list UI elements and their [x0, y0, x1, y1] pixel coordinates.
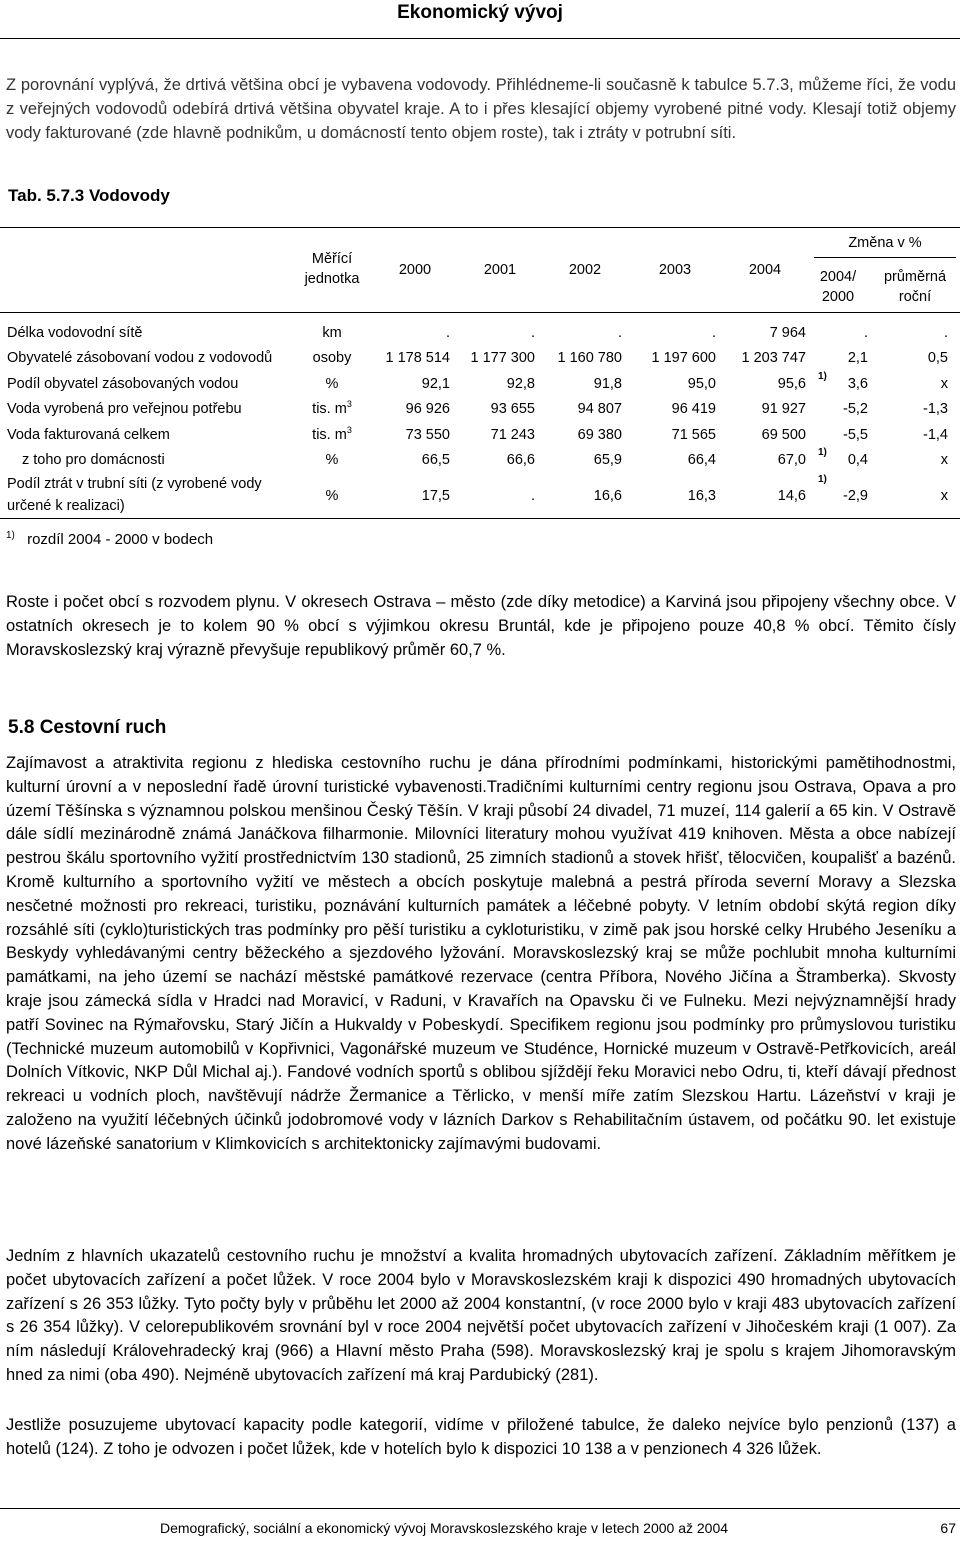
unit-header: [292, 249, 372, 289]
row-value: 7 964: [769, 325, 806, 341]
page-number: 67: [940, 1520, 956, 1536]
table-top-rule: [0, 227, 960, 228]
row-value: 92,8: [506, 376, 535, 392]
row-value: 17,5: [421, 488, 450, 504]
tourism-paragraph-3: Jestliže posuzujeme ubytovací kapacity podle kategorií, vidíme v přiložené tabulce, že daleko nejvíce bylo penzionů (137) a hotelů (124). Z toho je odvozen i počet lůžek, kde v hotelích bylo k dispozici 10 138 a v penzionech 4 326 lůžek.: [6, 1416, 956, 1458]
row-change-average: 0,5: [927, 350, 948, 366]
footer-text: Demografický, sociální a ekonomický vývoj Moravskoslezského kraje v letech 2000 až 2004: [160, 1520, 729, 1536]
row-value: 67,0: [777, 452, 806, 468]
row-value: 91 927: [761, 401, 806, 417]
tourism-paragraph-2: Jedním z hlavních ukazatelů cestovního ruchu je množství a kvalita hromadných ubytovacích zařízení. Základním měřítkem je počet ubytovacích zařízení a počet lůžek. V roce 2004 bylo v Moravskoslezském kraji k dispozici 490 hromadných ubytovacích zařízení s 26 353 lůžky. Tyto počty byly v průběhu let 2000 až 2004 konstantní, (v roce 2000 bylo v kraji 483 ubytovacích zařízení s 26 354 lůžky). V celorepublikovém srovnání byl v roce 2004 největší počet ubytovacích zařízení v Jihočeském kraji (1 007). Za ním následují Královehradecký kraj (966) a Hlavní město Praha (598). Moravskoslezský kraj je spolu s krajem Jihomoravským hned za nimi (oba 490). Nejméně ubytovacích zařízení má kraj Pardubický (281).: [6, 1247, 956, 1384]
row-footnote-mark: 1): [818, 447, 827, 458]
page-header-title: Ekonomický vývoj: [397, 2, 563, 23]
row-value: 94 807: [577, 401, 622, 417]
row-change-average: x: [940, 376, 948, 392]
footer-divider: [0, 1508, 960, 1509]
change-a-line2: 2000: [821, 289, 855, 305]
unit-superscript: 3: [346, 399, 352, 409]
row-value: 69 380: [577, 427, 622, 443]
row-unit: %: [325, 452, 339, 468]
water-supply-table: [0, 224, 960, 522]
row-change-2004-2000: 3,6: [847, 376, 868, 392]
row-value: .: [445, 325, 450, 341]
row-change-average: x: [940, 452, 948, 468]
row-value: 93 655: [490, 401, 535, 417]
row-value: 65,9: [593, 452, 622, 468]
year-header-2002: 2002: [568, 262, 602, 278]
row-label: Délka vodovodní sítě: [7, 325, 143, 341]
year-header-2000: 2000: [398, 262, 432, 278]
row-value: 95,6: [777, 376, 806, 392]
row-unit: km: [322, 325, 342, 341]
row-change-2004-2000: 2,1: [847, 350, 868, 366]
row-value: 1 160 780: [557, 350, 622, 366]
unit-superscript: 3: [346, 425, 352, 435]
change-group-rule: [814, 257, 956, 258]
table-footnote: [6, 530, 213, 548]
unit-header-line2: jednotka: [304, 271, 360, 287]
row-unit: %: [325, 376, 339, 392]
row-value: 1 203 747: [741, 350, 806, 366]
row-label: z toho pro domácnosti: [22, 452, 165, 468]
row-change-average: x: [940, 488, 948, 504]
row-value: 66,5: [421, 452, 450, 468]
row-change-2004-2000: -2,9: [843, 488, 868, 504]
change-group-header: Změna v %: [848, 235, 922, 251]
row-value: 14,6: [777, 488, 806, 504]
row-unit: %: [325, 488, 339, 504]
gas-paragraph: Roste i počet obcí s rozvodem plynu. V okresech Ostrava – město (zde díky metodice) a Karviná jsou připojeny všechny obce. V ostatních okresech je to kolem 90 % obcí s výjimkou okresu Bruntál, kde je připojeno pouze 40,8 % obcí. Těmito čísly Moravskoslezský kraj výrazně převyšuje republikový průměr 60,7 %.: [6, 593, 956, 659]
row-change-average: -1,3: [923, 401, 948, 417]
row-value: 91,8: [593, 376, 622, 392]
row-value: 16,6: [593, 488, 622, 504]
row-label-cont: určené k realizaci): [7, 498, 125, 514]
change-b-line2: roční: [898, 289, 932, 305]
change-b-line1: průměrná: [883, 269, 947, 285]
row-value: 71 243: [490, 427, 535, 443]
change-a-line1: 2004/: [819, 269, 857, 285]
row-value: 92,1: [421, 376, 450, 392]
row-change-2004-2000: -5,2: [843, 401, 868, 417]
tourism-paragraph-1: Zajímavost a atraktivita regionu z hlediska cestovního ruchu je dána přírodními podmínkami, historickými pamětihodnostmi, kulturní úrovní a v neposlední řadě úrovní turistické vybavenosti.Tradičními kulturními centry regionu jsou Ostrava, Opava a pro území Těšínska s významnou polskou menšinou Český Těšín. V kraji působí 24 divadel, 71 muzeí, 114 galerií a 65 kin. V Ostravě dále sídlí mezinárodně známá Janáčkova filharmonie. Milovníci literatury mohou využívat 419 knihoven. Města a obce nabízejí pestrou škálu sportovního vyžití prostřednictvím 130 stadionů, 25 zimních stadionů a stovek hřišť, tělocvičen, koupališť a bazénů. Kromě kulturního a sportovního vyžití ve městech a obcích poskytuje malebná a pestrá příroda severní Moravy a Slezska nesčetné možnosti pro rekreaci, turistiku, poznávání kulturních památek a léčebné pobyty. V letním období skýtá region díky rozsáhlé síti (cyklo)turistických tras podmínky pro pěší turistiku a cykloturistiku, v zimě pak jsou horské celky Hrubého Jeseníku a Beskydy vyhledávanými centry běžeckého a sjezdového lyžování. Moravskoslezský kraj se může pochlubit mnoha kulturními památkami, na jeho území se nachází městské památkové rezervace (centra Příbora, Nového Jičína a Štramberka). Skvosty kraje jsou zámecká sídla v Hradci nad Moravicí, v Raduni, v Kravařích na Opavsku či ve Fulneku. Mezi nejvýznamnější hrady patří Sovinec na Rýmařovsku, Starý Jičín a Hukvaldy v Pobeskydí. Specifikem regionu jsou podmínky pro průmyslovou turistiku (Technické muzeum automobilů v Kopřivnici, Vagonářské muzeum ve Studénce, Hornické muzeum v Ostravě-Petřkovicích, areál Dolních Vítkovic, NKP Důl Michal aj.). Fandové vodních sportů s oblibou sjíždějí řeku Moravici nebo Odru, ti, kteří dávají přednost rekreaci u vodních ploch, navštěvují nádrže Žermanice a Těrlicko, v menší míře zatím Slezskou Hartu. Lázeňství v kraji je založeno na využití léčebných účinků jodobromové vody v lázních Darkov s Rehabilitačním ústavem, od počátku 90. let existuje nové lázeňské sanatorium v Klimkovicích s architektonicky zajímavými budovami.: [6, 754, 956, 1153]
row-footnote-mark: 1): [818, 474, 827, 485]
row-label: Obyvatelé zásobovaní vodou z vodovodů: [7, 350, 273, 366]
header-divider: [0, 38, 960, 39]
row-label: Podíl ztrát v trubní síti (z vyrobené vody: [7, 476, 262, 492]
row-change-average: -1,4: [923, 427, 948, 443]
row-value: .: [711, 325, 716, 341]
row-value: 71 565: [671, 427, 716, 443]
row-label: Voda vyrobená pro veřejnou potřebu: [7, 401, 242, 417]
row-value: .: [530, 325, 535, 341]
row-change-2004-2000: 0,4: [847, 452, 868, 468]
row-value: 69 500: [761, 427, 806, 443]
row-value: 1 177 300: [470, 350, 535, 366]
row-change-2004-2000: .: [863, 325, 868, 341]
row-value: .: [617, 325, 622, 341]
change-2004-2000-header: [808, 267, 868, 307]
row-value: 1 197 600: [651, 350, 716, 366]
row-value: 16,3: [687, 488, 716, 504]
row-value: 95,0: [687, 376, 716, 392]
row-value: 96 419: [671, 401, 716, 417]
row-unit: osoby: [312, 350, 352, 366]
footnote-mark: 1): [6, 530, 15, 541]
row-value: 1 178 514: [385, 350, 450, 366]
row-label: Voda fakturovaná celkem: [7, 427, 170, 443]
row-footnote-mark: 1): [818, 371, 827, 382]
row-unit: tis. $m^3$: [312, 399, 352, 417]
section-heading: 5.8 Cestovní ruch: [8, 717, 167, 738]
intro-paragraph: Z porovnání vyplývá, že drtivá většina obcí je vybavena vodovody. Přihlédneme-li současně k tabulce 5.7.3, můžeme říci, že vodu z veřejných vodovodů odebírá drtivá většina obyvatel kraje. A to i přes klesající objemy vyrobené pitné vody. Klesají totiž objemy vody fakturované (zde hlavně podnikům, u domácností tento objem roste), tak i ztráty v potrubní síti.: [6, 76, 956, 142]
row-value: 66,4: [687, 452, 716, 468]
table-title: Tab. 5.7.3 Vodovody: [8, 186, 170, 205]
row-value: 73 550: [405, 427, 450, 443]
year-header-2001: 2001: [483, 262, 517, 278]
unit-header-line1: Měřící: [311, 251, 353, 267]
year-header-2004: 2004: [748, 262, 782, 278]
row-unit: tis. $m^3$: [312, 425, 352, 443]
table-bottom-rule: [0, 518, 960, 519]
row-change-2004-2000: -5,5: [843, 427, 868, 443]
row-value: 96 926: [405, 401, 450, 417]
row-value: .: [530, 488, 535, 504]
row-change-average: .: [943, 325, 948, 341]
row-value: 66,6: [506, 452, 535, 468]
footnote-text: rozdíl 2004 - 2000 v bodech: [27, 531, 214, 548]
table-header-rule: [0, 312, 960, 313]
year-header-2003: 2003: [658, 262, 692, 278]
row-label: Podíl obyvatel zásobovaných vodou: [7, 376, 239, 392]
change-average-header: [870, 267, 960, 307]
